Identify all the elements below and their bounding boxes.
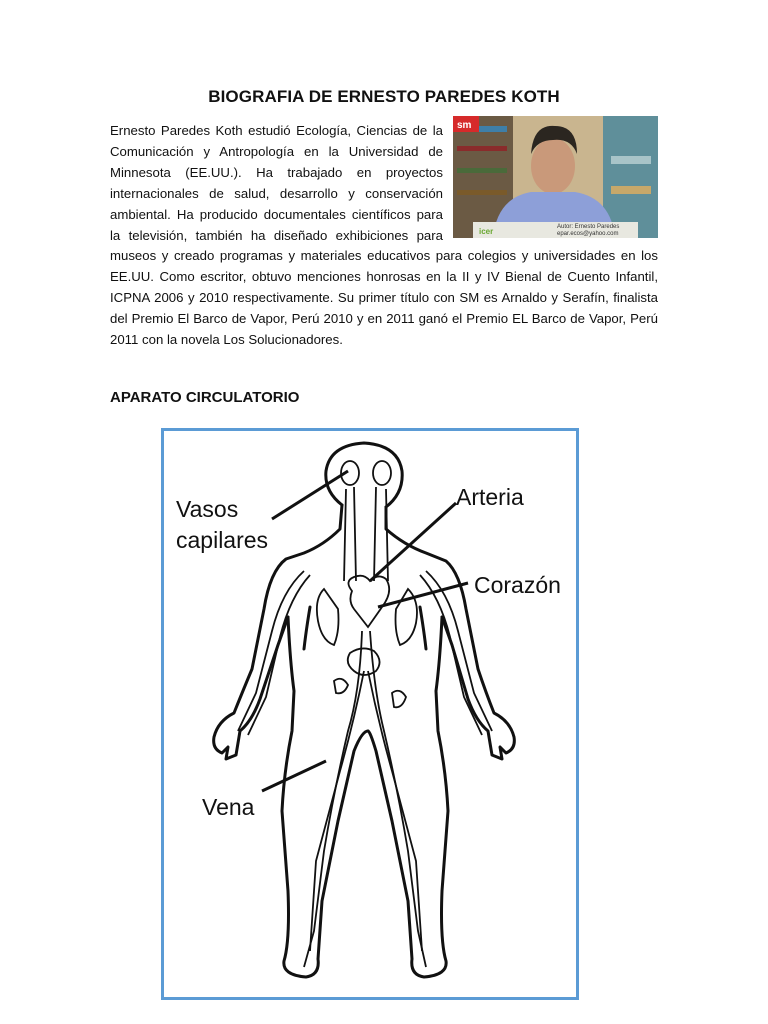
biography-paragraph (110, 121, 658, 351)
svg-text:epar.ecos@yahoo.com: epar.ecos@yahoo.com (557, 231, 619, 237)
label-leaders (262, 471, 468, 791)
biography-text: Ernesto Paredes Koth estudió Ecología, Ciencias de la Comunicación y Antropología en la Universidad de Minnesota (EE.UU.). Ha trabajado en proyectos internacionales de salud, desarrollo y conservación ambiental. Ha producido documentales científicos para la televisión, también ha diseñado exhibiciones para museos y creado programas y materiales educativos para colegios y universidades en los EE.UU. Como escritor, obtuvo menciones honrosas en la II y IV Bienal de Cuento Infantil, ICPNA 2006 y 2010 respectivamente. Su primer título con SM es Arnaldo y Serafín, finalista del Premio El Barco de Vapor, Perú 2010 y en 2011 ganó el Premio EL Barco de Vapor, Perú 2011 con la novela Los Solucionadores. (110, 123, 658, 348)
label-corazon: Corazón (474, 572, 561, 598)
blood-vessels (238, 461, 492, 967)
author-photo (453, 116, 658, 238)
body-illustration (164, 431, 576, 997)
label-arteria: Arteria (456, 484, 524, 510)
label-vasos-capilares-line1: Vasos (176, 496, 239, 522)
page-title: BIOGRAFIA DE ERNESTO PAREDES KOTH (208, 87, 560, 106)
svg-text:sm: sm (457, 120, 472, 131)
svg-text:Autor: Ernesto Paredes: Autor: Ernesto Paredes (557, 224, 620, 230)
svg-text:icer: icer (479, 227, 494, 236)
label-vasos-capilares-line2: capilares (176, 527, 269, 553)
circulatory-diagram (161, 428, 579, 1000)
label-vena: Vena (202, 794, 255, 820)
section-heading: APARATO CIRCULATORIO (110, 389, 300, 406)
